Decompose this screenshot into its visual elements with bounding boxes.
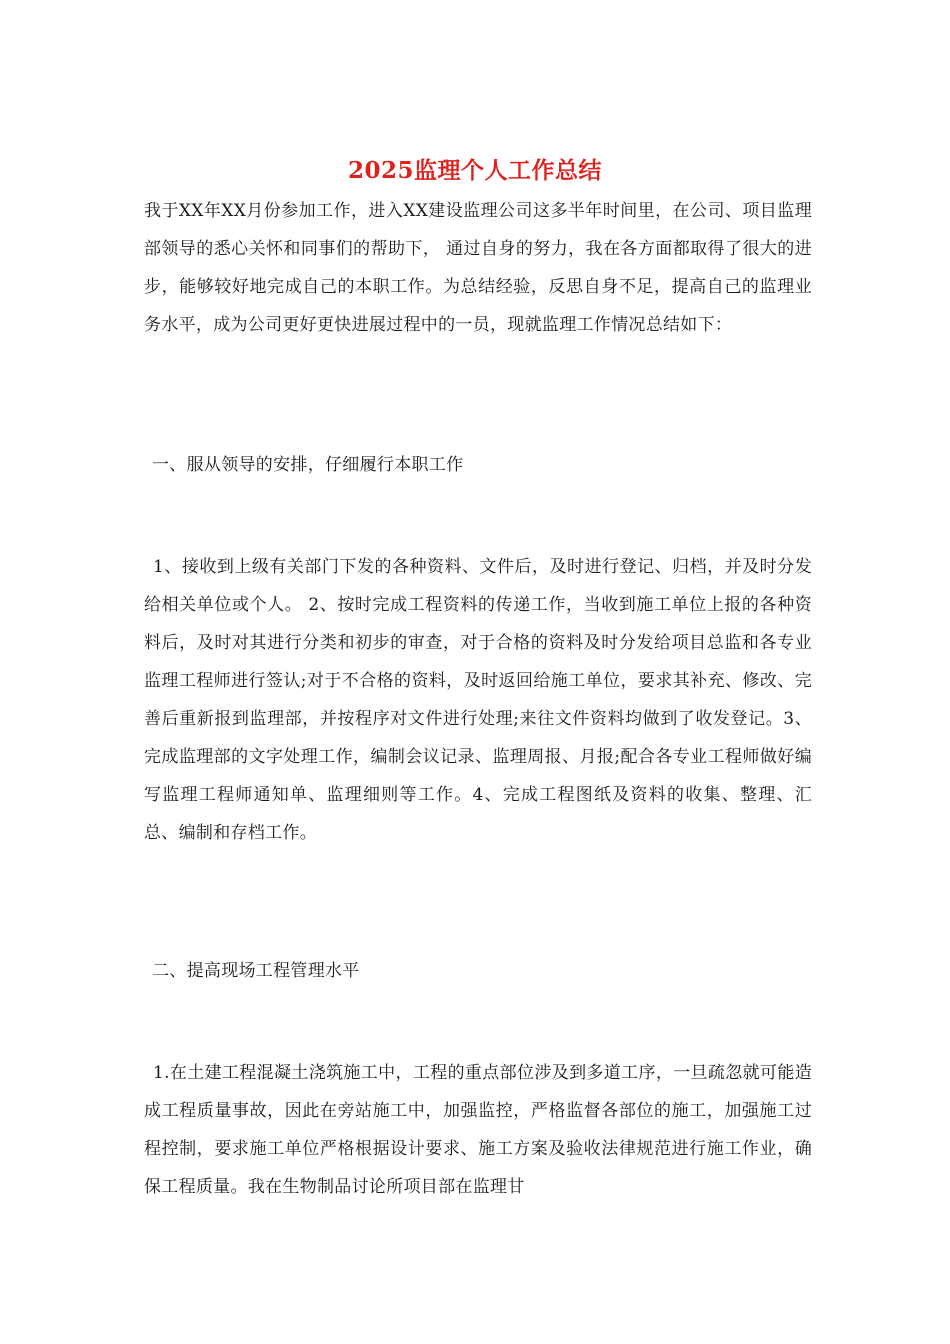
section-heading-1: 一、服从领导的安排，仔细履行本职工作: [152, 455, 464, 475]
intro-paragraph: 我于XX年XX月份参加工作，进入XX建设监理公司这多半年时间里，在公司、项目监理部领导的悉心关怀和同事们的帮助下， 通过自身的努力，我在各方面都取得了很大的进步，能够较好地完成自己的本职工作。为总结经验，反思自身不足，提高自己的监理业务水平，成为公司更好更快进展过程中的一员，现就监理工作情况总结如下：: [144, 201, 812, 335]
document-title: 2025监理个人工作总结: [347, 157, 602, 184]
section-body-1: 1、接收到上级有关部门下发的各种资料、文件后，及时进行登记、归档，并及时分发给相关单位或个人。 2、按时完成工程资料的传递工作，当收到施工单位上报的各种资料后，及时对其进行分类和初步的审查，对于合格的资料及时分发给项目总监和各专业监理工程师进行签认;对于不合格的资料，及时返回给施工单位，要求其补充、修改、完善后重新报到监理部，并按程序对文件进行处理;来往文件资料均做到了收发登记。3、完成监理部的文字处理工作，编制会议记录、监理周报、月报;配合各专业工程师做好编写监理工程师通知单、监理细则等工作。4、完成工程图纸及资料的收集、整理、汇总、编制和存档工作。: [144, 557, 812, 843]
section-body-2: 1.在土建工程混凝土浇筑施工中，工程的重点部位涉及到多道工序，一旦疏忽就可能造成工程质量事故，因此在旁站施工中，加强监控，严格监督各部位的施工，加强施工过程控制，要求施工单位严格根据设计要求、施工方案及验收法律规范进行施工作业，确保工程质量。我在生物制品讨论所项目部在监理甘: [144, 1063, 812, 1197]
section-heading-2: 二、提高现场工程管理水平: [152, 961, 360, 981]
